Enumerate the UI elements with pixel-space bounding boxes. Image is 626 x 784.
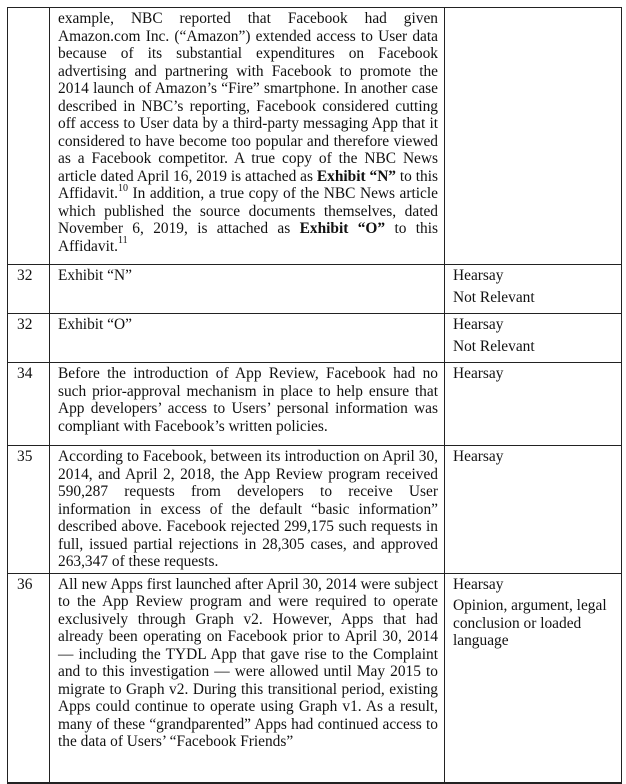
- objection: Hearsay: [453, 267, 504, 284]
- objection-cell: [445, 8, 622, 265]
- paragraph-number: 32: [8, 314, 50, 363]
- paragraph-number: 34: [8, 363, 50, 446]
- objection-cell: [445, 573, 622, 783]
- table-row: [8, 265, 622, 314]
- objection-cell: [445, 314, 622, 363]
- objection-cell: [445, 363, 622, 446]
- paragraph-text: Before the introduction of App Review, Facebook had no such prior-approval mechanism in place to help ensure that App developers’ access to Users’ personal information was compliant with Facebook’s written policies.: [50, 363, 445, 446]
- exhibit-o-reference: Exhibit “O”: [299, 220, 386, 237]
- objection: Hearsay: [453, 575, 504, 593]
- table-row: [8, 363, 622, 446]
- objections-table: [7, 7, 622, 784]
- paragraph-text: All new Apps first launched after April 30, 2014 were subject to the App Review program and were required to operate exclusively through Graph v2. However, Apps that had already been operating on Facebook prior to April 30, 2014 — including the TYDL App that gave rise to the Complaint and to this investigation — were allowed until May 2015 to migrate to Graph v2. During this transitional period, existing Apps could continue to operate using Graph v1. As a result, many of these “grandparented” Apps had continued access to the data of Users’ “Facebook Friends”: [50, 573, 445, 783]
- exhibit-n-reference: Exhibit “N”: [316, 167, 397, 185]
- paragraph-text: example, NBC reported that Facebook had given Amazon.com Inc. (“Amazon”) extended access to User data because of its substantial expenditures on Facebook advertising and partnering with Facebook to promote the 2014 launch of Amazon’s “Fire” smartphone. In another case described in NBC’s reporting, Facebook considered cutting off access to User data by a third-party messaging App that it considered to have become too popular and therefore viewed as a Facebook competitor. A true copy of the NBC News article dated April 16, 2019 is attached as Exhibit “N” to this Affidavit.$^{10}$ In addition, a true copy of the NBC News article which published the source documents themselves, dated November 6, 2019, is attached as Exhibit “O” to this Affidavit.$^{11}$: [50, 8, 445, 265]
- footnote-ref-10: 10: [117, 182, 128, 194]
- objection: Not Relevant: [453, 337, 535, 355]
- objection: Hearsay: [453, 316, 504, 333]
- objection: Hearsay: [453, 448, 504, 465]
- paragraph-number: 36: [8, 573, 50, 783]
- objection: Opinion, argument, legal conclusion or loaded language: [453, 597, 607, 649]
- table-row: [8, 8, 622, 265]
- paragraph-text: Exhibit “N”: [50, 265, 445, 314]
- paragraph-text: According to Facebook, between its introduction on April 30, 2014, and April 2, 2018, the App Review program received 590,287 requests from developers to receive User information in excess of the default “basic information” described above. Facebook rejected 299,175 such requests in full, issued partial rejections in 28,305 cases, and approved 263,347 of these requests.: [50, 446, 445, 574]
- table-row: [8, 446, 622, 574]
- footnote-ref-11: 11: [117, 235, 128, 247]
- paragraph-number: 32: [8, 265, 50, 314]
- paragraph-number: [8, 8, 50, 265]
- table-row: [8, 573, 622, 783]
- paragraph-text: Exhibit “O”: [50, 314, 445, 363]
- objection: Not Relevant: [453, 288, 535, 306]
- objection-cell: [445, 265, 622, 314]
- paragraph-number: 35: [8, 446, 50, 574]
- table-row: [8, 314, 622, 363]
- objection-cell: [445, 446, 622, 574]
- objection: Hearsay: [453, 365, 504, 382]
